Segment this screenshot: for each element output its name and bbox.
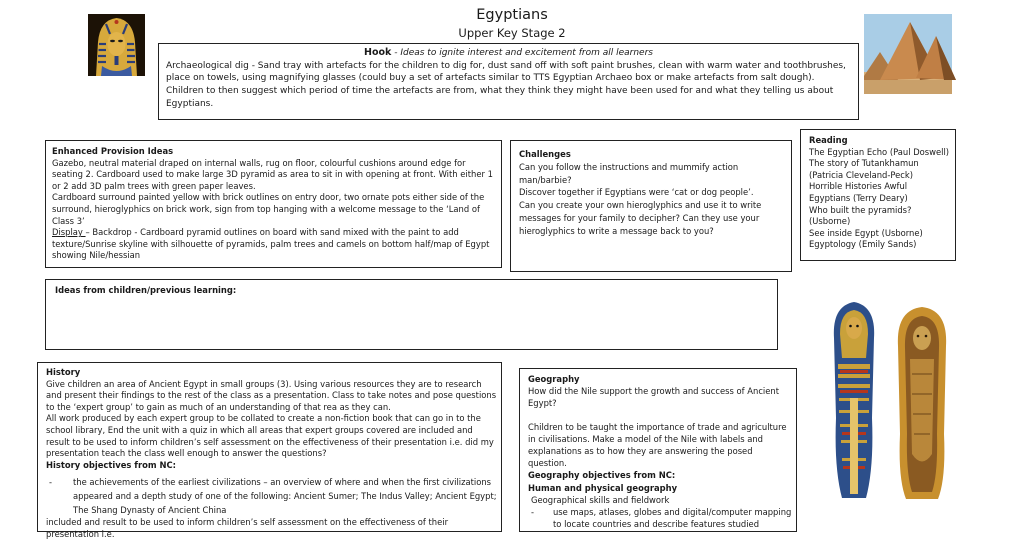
reading-item: The Egyptian Echo (Paul Doswell) [809, 146, 950, 157]
page-subtitle: Upper Key Stage 2 [458, 26, 566, 40]
provision-display-label: Display [52, 227, 86, 238]
challenges-title: Challenges [519, 149, 571, 159]
reading-section [800, 129, 956, 261]
geography-skills-label: Geographical skills and fieldwork [531, 494, 670, 505]
hook-body: Archaeological dig - Sand tray with artefacts for the children to dig for, dust sand off with soft paint brushes, clean with warm water and toothbrushes, place on towels, using magnifying glasses (could buy a set of artefacts similar to TTS Egyptian Archaeo box or make artefacts from salt dough). Children to then suggest which period of time the artefacts are from, what they think they might have been used for and what they telling us about Egyptians. [166, 60, 846, 109]
provision-display-text: – Backdrop - Cardboard pyramid outlines on board with sand mixed with the paint to add texture/Sunrise skyline with silhouette of pyramids, palm trees and camels on bottom half/map of Egypt showing Nile/hessian [52, 227, 490, 261]
provision-paragraph-3 [52, 227, 496, 262]
bullet-dash: - [49, 477, 53, 488]
geography-objectives-title: Geography objectives from NC: [528, 470, 676, 481]
geography-paragraph-2: Children to be taught the importance of trade and agriculture in civilisations. Make a model of the Nile with labels and explanations as to how they are answering the posed question. [528, 421, 787, 469]
reading-item: The story of Tutankhamun (Patricia Cleveland-Peck) [809, 158, 919, 180]
history-paragraph-2: All work produced by each expert group to be collated to create a non-fiction book that can go in to the school library, End the unit with a quiz in which all areas that expert groups covered are included and result to be used to inform children’s self assessment on the effectiveness of their presentation i.e. did my presentation teach the class well enough to answer the questions? [46, 413, 494, 459]
reading-title: Reading [809, 135, 848, 145]
challenges-section [510, 140, 792, 272]
history-paragraph-1: Give children an area of Ancient Egypt in small groups (3). Using various resources they are to research and present their findings to the rest of the class as a presentation. Class to take notes and pose questions to the ‘expert group’ to gain as much of an understanding of that rea as they can. [46, 378, 497, 412]
provision-paragraph-1: Gazebo, neutral material draped on internal walls, rug on floor, colourful cushions around edge for seating 2. Cardboard used to make large 3D pyramid as area to sit in with opening at front. With either 1 or 2 add 3D palm trees with green paper leaves. [52, 157, 493, 191]
history-objective-text: the achievements of the earliest civilizations – an overview of where and when the first civilizations appeared and a depth study of one of the following: Ancient Sumer; The Indus Valley; Ancient Egypt; The Shang Dynasty of Ancient China [73, 477, 497, 516]
provision-title: Enhanced Provision Ideas [52, 146, 174, 156]
hook-heading [166, 47, 851, 60]
bullet-dash: - [531, 507, 535, 518]
provision-paragraph-2: Cardboard surround painted yellow with brick outlines on entry door, two ornate pots either side of the surround, hieroglyphics on brick work, sign from top hanging with a welcome message to the ‘Land of Class 3’ [52, 192, 485, 226]
hook-section [158, 43, 859, 120]
hook-title: Hook [364, 47, 392, 58]
ideas-title: Ideas from children/previous learning: [55, 285, 237, 295]
reading-item: Horrible Histories Awful Egyptians (Terry Deary) [809, 181, 908, 203]
challenges-paragraph-3: Can you create your own hieroglyphics and use it to write messages for your family to decipher? Can they use your hieroglyphics to write a message back to you? [519, 200, 762, 236]
tutankhamun-mask-image [88, 14, 145, 76]
geography-objective-item [528, 506, 792, 530]
reading-item: Egyptology (Emily Sands) [809, 239, 917, 250]
history-title: History [46, 367, 81, 377]
geography-paragraph-1: How did the Nile support the growth and success of Ancient Egypt? [528, 386, 780, 409]
geography-title: Geography [528, 374, 580, 384]
history-section [37, 362, 502, 539]
geography-objective-text: use maps, atlases, globes and digital/computer mapping to locate countries and describe features studied [553, 507, 792, 530]
ideas-section [45, 279, 778, 350]
reading-item: Who built the pyramids? (Usborne) [809, 204, 912, 227]
hook-subtitle: - Ideas to ignite interest and excitement from all learners [391, 48, 653, 58]
history-objectives-title: History objectives from NC: [46, 459, 176, 470]
geography-subtitle: Human and physical geography [528, 482, 678, 493]
page-title: Egyptians [476, 7, 548, 23]
history-overflow-text: included and result to be used to inform children’s self assessment on the effectiveness of their presentation i.e. [46, 517, 449, 539]
challenges-paragraph-2: Discover together if Egyptians were ‘cat or dog people’. [519, 187, 754, 198]
geography-section [519, 368, 797, 532]
provision-section [45, 140, 502, 268]
pyramids-image [864, 14, 952, 94]
history-objective-item [46, 475, 497, 517]
reading-item: See inside Egypt (Usborne) [809, 227, 923, 238]
challenges-paragraph-1: Can you follow the instructions and mummify action man/barbie? [519, 161, 739, 185]
gold-sarcophagus-image [892, 304, 952, 502]
painted-sarcophagus-image [826, 298, 882, 502]
